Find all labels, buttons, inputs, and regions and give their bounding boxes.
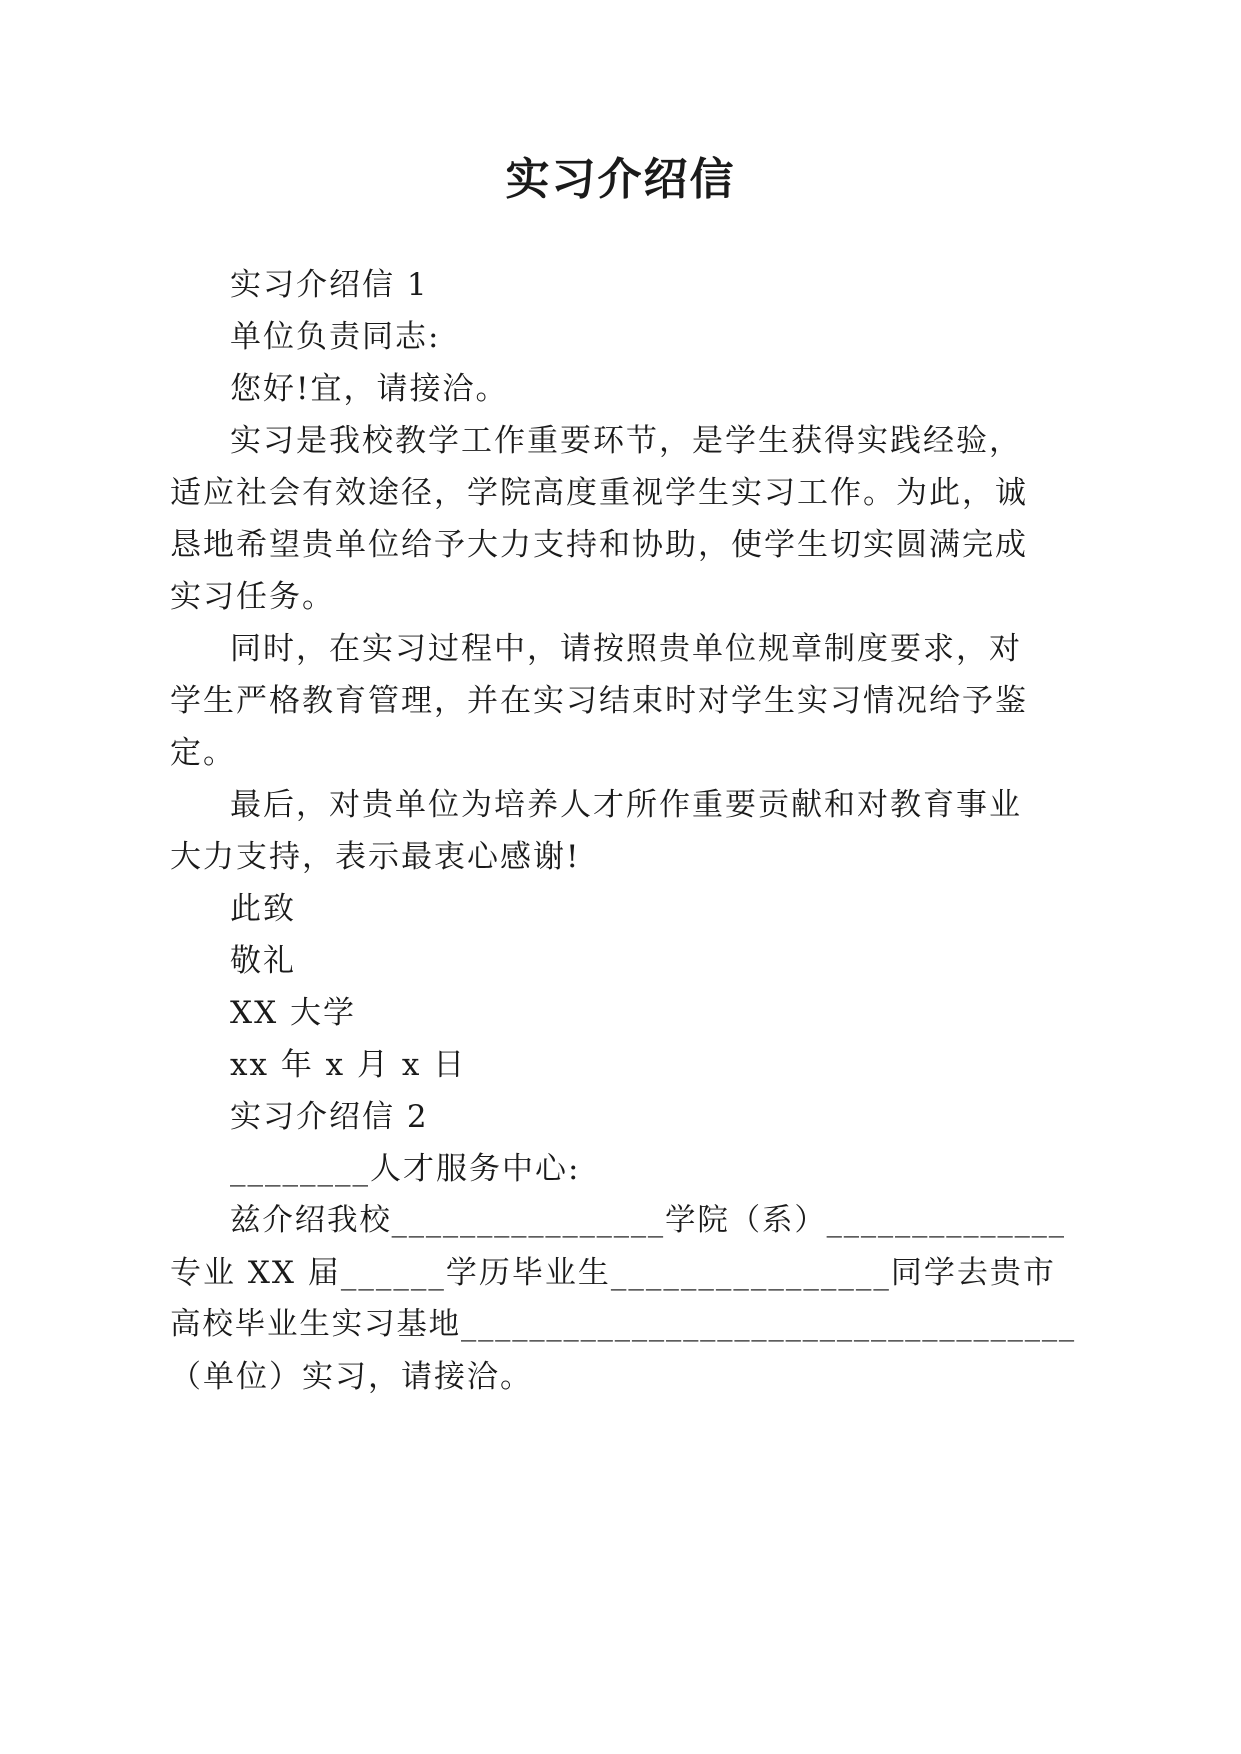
salutation: 单位负责同志:: [230, 319, 441, 355]
body-paragraph-line: 同时，在实习过程中，请按照贵单位规章制度要求，对: [230, 631, 1022, 667]
body-paragraph-line: 实习是我校教学工作重要环节，是学生获得实践经验，: [230, 423, 1022, 459]
form-line: 高校毕业生实习基地____________________________________: [170, 1307, 1076, 1342]
body-paragraph-line: 适应社会有效途径，学院高度重视学生实习工作。为此，诚: [170, 475, 1028, 511]
document-title: 实习介绍信: [505, 154, 736, 205]
letter-2-heading: 实习介绍信 2: [230, 1099, 429, 1135]
signature-institution: XX 大学: [230, 995, 356, 1031]
body-paragraph-line: 学生严格教育管理，并在实习结束时对学生实习情况给予鉴: [170, 683, 1028, 719]
greeting-line: 您好!宜，请接洽。: [230, 371, 509, 407]
form-line: 兹介绍我校________________学院（系）______________: [230, 1203, 1066, 1238]
signature-date: xx 年 x 月 x 日: [230, 1047, 467, 1083]
body-paragraph-line: 实习任务。: [170, 579, 335, 615]
body-paragraph-line: 最后，对贵单位为培养人才所作重要贡献和对教育事业: [230, 787, 1022, 823]
form-line: （单位）实习，请接洽。: [170, 1359, 533, 1395]
body-paragraph-line: 大力支持，表示最衷心感谢!: [170, 839, 581, 875]
form-line: 专业 XX 届______学历毕业生________________同学去贵市: [170, 1255, 1056, 1291]
letter-1-heading: 实习介绍信 1: [230, 267, 429, 303]
closing-line: 此致: [230, 891, 296, 927]
recipient-line: ________人才服务中心:: [230, 1151, 581, 1187]
body-paragraph-line: 恳地希望贵单位给予大力支持和协助，使学生切实圆满完成: [170, 527, 1028, 563]
closing-line: 敬礼: [230, 943, 296, 979]
body-paragraph-line: 定。: [170, 735, 236, 771]
